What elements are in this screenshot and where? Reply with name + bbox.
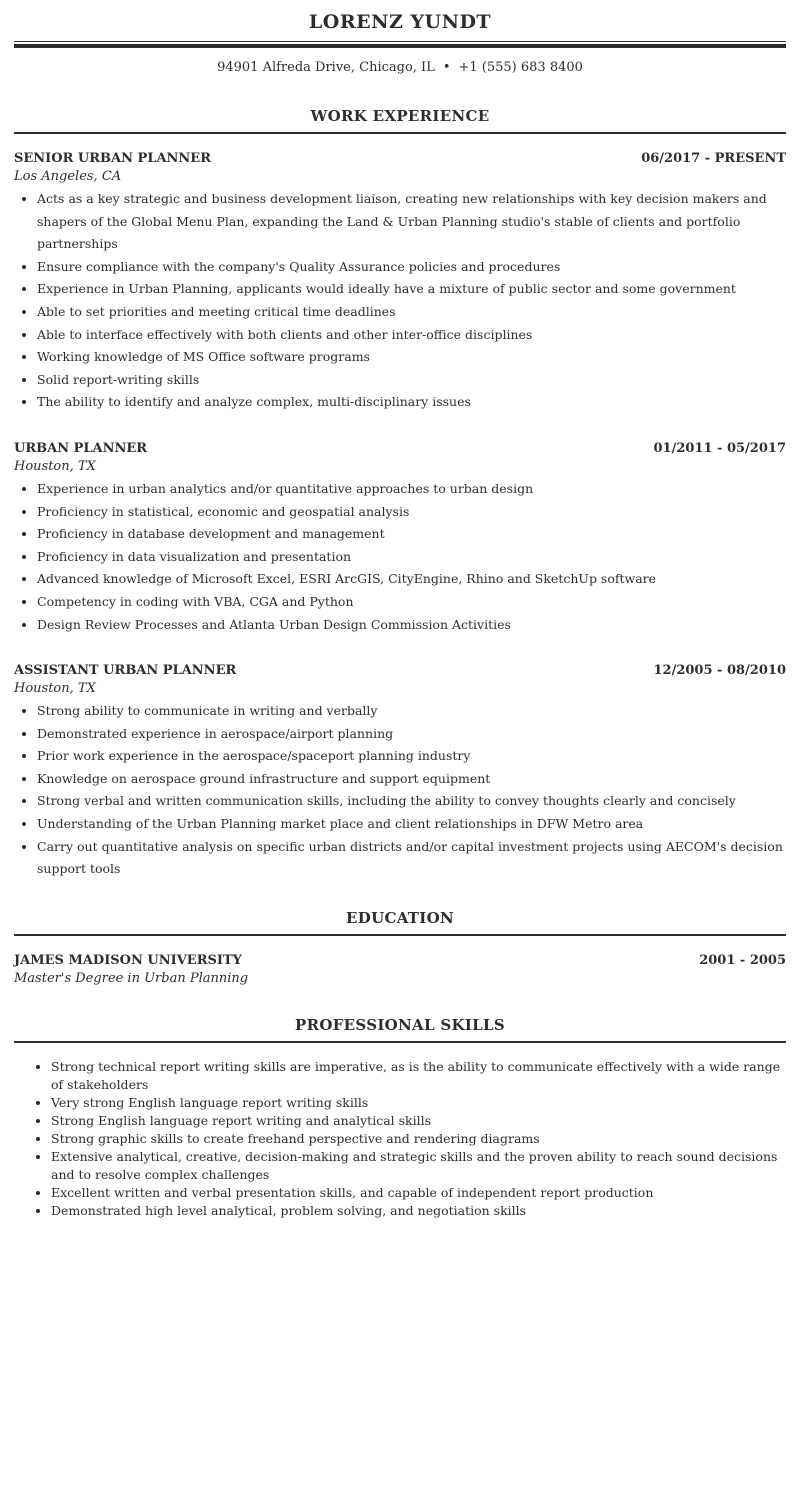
duty-item: • Knowledge on aerospace ground infrastructure and support equipment — [37, 768, 786, 791]
skill-item: • Demonstrated high level analytical, problem solving, and negotiation skills — [51, 1202, 786, 1220]
duty-item: • Proficiency in database development and management — [37, 523, 786, 546]
education-header — [14, 952, 786, 970]
duty-item: • Prior work experience in the aerospace/spaceport planning industry — [37, 745, 786, 768]
school-name: JAMES MADISON UNIVERSITY — [14, 952, 242, 968]
duty-item: • Carry out quantitative analysis on specific urban districts and/or capital investment projects using AECOM's decision support tools — [37, 836, 786, 881]
duty-item: • Design Review Processes and Atlanta Urban Design Commission Activities — [37, 614, 786, 637]
skills-list — [14, 1058, 786, 1220]
section-title-education: EDUCATION — [346, 908, 454, 927]
job-dates: 01/2011 - 05/2017 — [653, 440, 786, 456]
job-title: SENIOR URBAN PLANNER — [14, 151, 212, 166]
job-header — [14, 150, 786, 168]
duty-item: • Experience in Urban Planning, applicants would ideally have a mixture of public sector and some government — [37, 278, 786, 301]
job-entry — [14, 440, 786, 636]
job-dates: 12/2005 - 08/2010 — [653, 663, 786, 679]
contact-line — [14, 59, 786, 77]
skills-section — [14, 1015, 786, 1220]
duty-item: • Competency in coding with VBA, CGA and Python — [37, 591, 786, 614]
duty-item: • Understanding of the Urban Planning market place and client relationships in DFW Metro area — [37, 813, 786, 836]
degree: Master's Degree in Urban Planning — [14, 970, 249, 986]
contact-phone: +1 (555) 683 8400 — [458, 60, 583, 75]
header-divider-thin — [14, 41, 786, 42]
job-location: Houston, TX — [14, 458, 96, 474]
education-dates: 2001 - 2005 — [699, 952, 786, 968]
duty-item: • Proficiency in statistical, economic and geospatial analysis — [37, 501, 786, 524]
contact-separator: • — [442, 60, 451, 75]
duty-item: • Solid report-writing skills — [37, 369, 786, 392]
duty-item: • Acts as a key strategic and business development liaison, creating new relationships with key decision makers and shapers of the Global Menu Plan, expanding the Land & Urban Planning studio's stable of clients and portfolio partnerships — [37, 188, 786, 256]
skill-item: • Excellent written and verbal presentation skills, and capable of independent report production — [51, 1184, 786, 1202]
duty-item: • Strong verbal and written communication skills, including the ability to convey thoughts clearly and concisely — [37, 790, 786, 813]
education-section — [14, 908, 786, 988]
section-divider — [14, 934, 786, 936]
duty-item: • Experience in urban analytics and/or quantitative approaches to urban design — [37, 478, 786, 501]
duty-item: • Advanced knowledge of Microsoft Excel, ESRI ArcGIS, CityEngine, Rhino and SketchUp software — [37, 568, 786, 591]
job-title: URBAN PLANNER — [14, 440, 148, 456]
header-divider-thick — [14, 44, 786, 48]
job-location: Los Angeles, CA — [14, 169, 122, 184]
duty-item: • Able to interface effectively with both clients and other inter-office disciplines — [37, 324, 786, 347]
work-experience-section — [14, 106, 786, 881]
skill-item: • Very strong English language report writing skills — [51, 1094, 786, 1112]
job-title: ASSISTANT URBAN PLANNER — [14, 663, 237, 679]
job-header — [14, 440, 786, 458]
duty-item: • Demonstrated experience in aerospace/airport planning — [37, 723, 786, 746]
section-divider — [14, 132, 786, 134]
skills-list-wrapper — [14, 1058, 786, 1220]
section-title-work: WORK EXPERIENCE — [310, 107, 490, 125]
education-entry — [14, 952, 786, 988]
job-duties — [14, 188, 786, 414]
section-divider — [14, 1041, 786, 1043]
job-dates: 06/2017 - PRESENT — [641, 151, 786, 166]
section-title-skills: PROFESSIONAL SKILLS — [295, 1015, 505, 1034]
duty-item: • Ensure compliance with the company's Quality Assurance policies and procedures — [37, 256, 786, 279]
duty-item: • The ability to identify and analyze complex, multi-disciplinary issues — [37, 391, 786, 414]
skill-item: • Extensive analytical, creative, decision-making and strategic skills and the proven ability to reach sound decisions and to resolve complex challenges — [51, 1148, 786, 1184]
job-header — [14, 662, 786, 680]
candidate-name: LORENZ YUNDT — [308, 11, 492, 33]
skill-item: • Strong technical report writing skills are imperative, as is the ability to communicate effectively with a wide range of stakeholders — [51, 1058, 786, 1094]
job-entry — [14, 662, 786, 881]
skill-item: • Strong English language report writing and analytical skills — [51, 1112, 786, 1130]
job-location: Houston, TX — [14, 681, 96, 697]
duty-item: • Able to set priorities and meeting critical time deadlines — [37, 301, 786, 324]
job-duties — [14, 478, 786, 636]
duty-item: • Proficiency in data visualization and presentation — [37, 546, 786, 569]
duty-item: • Working knowledge of MS Office software programs — [37, 346, 786, 369]
job-duties — [14, 700, 786, 881]
skill-item: • Strong graphic skills to create freehand perspective and rendering diagrams — [51, 1130, 786, 1148]
job-entry — [14, 150, 786, 414]
duty-item: • Strong ability to communicate in writing and verbally — [37, 700, 786, 723]
contact-address: 94901 Alfreda Drive, Chicago, IL — [217, 60, 435, 75]
